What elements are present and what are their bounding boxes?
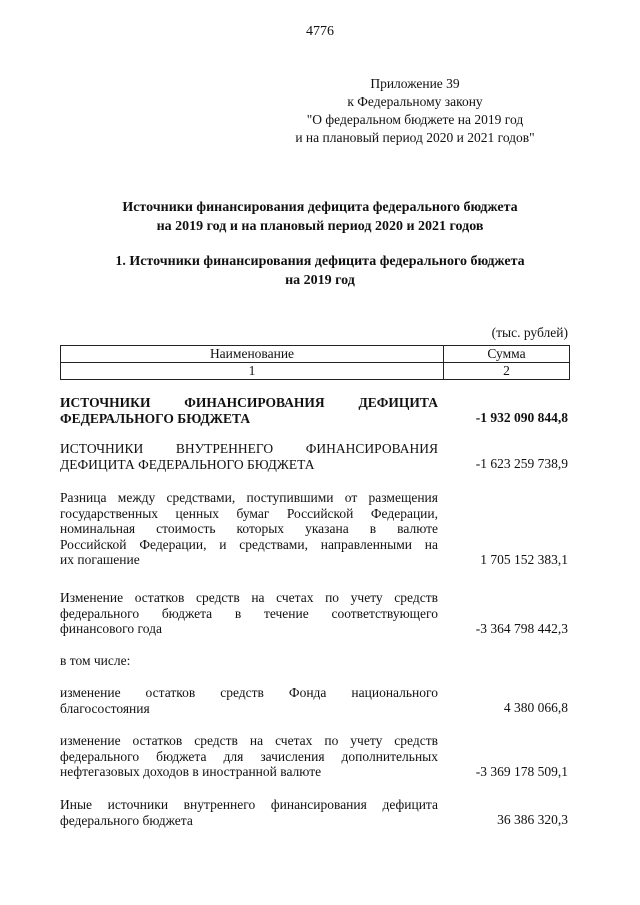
column-header-name: Наименование	[61, 346, 444, 363]
appendix-line: к Федеральному закону	[347, 94, 483, 109]
appendix-note	[270, 75, 560, 147]
row-name-line: ИСТОЧНИКИ ВНУТРЕННЕГО ФИНАНСИРОВАНИЯ	[60, 441, 438, 456]
row-sum: -3 369 178 509,1	[475, 763, 568, 779]
row-name	[60, 653, 438, 669]
row-sum: 1 705 152 383,1	[480, 551, 568, 567]
appendix-line: Приложение 39	[370, 76, 460, 91]
row-name	[60, 441, 438, 472]
table-row	[60, 490, 570, 568]
row-name-line: федерального бюджета для зачисления дополнительных	[60, 748, 438, 764]
row-name-line: Российской Федерации, и средствами, направленными на	[60, 536, 438, 552]
table-row	[60, 733, 570, 780]
row-name-line: Разница между средствами, поступившими от размещения	[60, 490, 438, 505]
row-sum: 4 380 066,8	[503, 700, 568, 715]
section-title-line: на 2019 год	[285, 273, 355, 288]
row-name-line: ИСТОЧНИКИ ФИНАНСИРОВАНИЯ ДЕФИЦИТА	[60, 395, 438, 410]
row-name	[60, 797, 438, 828]
row-name	[60, 490, 438, 568]
row-name	[60, 590, 438, 637]
row-name	[60, 685, 438, 716]
row-name-line: Иные источники внутреннего финансирования дефицита	[60, 797, 438, 812]
row-sum: -1 932 090 844,8	[475, 410, 568, 425]
document-title	[60, 198, 580, 236]
row-name-line: благосостояния	[60, 700, 150, 716]
table-row	[60, 797, 570, 828]
table-row	[60, 685, 570, 716]
row-name-line: государственных ценных бумаг Российской Федерации,	[60, 505, 438, 521]
units-label: (тыс. рублей)	[491, 325, 568, 340]
page-number: 4776	[306, 24, 334, 39]
section-title	[60, 252, 580, 290]
row-name-line: номинальная стоимость которых указана в валюте	[60, 521, 438, 536]
column-number-1: 1	[61, 363, 444, 380]
table-row	[60, 441, 570, 472]
row-sum: -3 364 798 442,3	[475, 620, 568, 636]
row-name-line: изменение остатков средств Фонда национального	[60, 685, 438, 700]
table-row	[60, 653, 570, 669]
row-name-line: федерального бюджета в течение соответствующего	[60, 605, 438, 621]
table-row	[60, 395, 570, 426]
row-name-line: в том числе:	[60, 653, 131, 668]
row-sum: -1 623 259 738,9	[475, 456, 568, 471]
row-name-line: изменение остатков средств на счетах по учету средств	[60, 733, 438, 748]
table-header	[60, 345, 570, 380]
row-name-line: их погашение	[60, 552, 140, 567]
section-title-line: 1. Источники финансирования дефицита федерального бюджета	[115, 254, 525, 269]
row-name-line: финансового года	[60, 621, 162, 636]
column-number-2: 2	[444, 363, 570, 380]
row-name-line: ДЕФИЦИТА ФЕДЕРАЛЬНОГО БЮДЖЕТА	[60, 456, 315, 472]
row-name-line: ФЕДЕРАЛЬНОГО БЮДЖЕТА	[60, 410, 251, 426]
table-row	[60, 590, 570, 637]
row-sum: 36 386 320,3	[497, 812, 568, 827]
row-name-line: нефтегазовых доходов в иностранной валюте	[60, 764, 322, 779]
row-name-line: Изменение остатков средств на счетах по учету средств	[60, 590, 438, 605]
appendix-line: "О федеральном бюджете на 2019 год	[306, 112, 524, 127]
column-header-sum: Сумма	[444, 346, 570, 363]
title-line: на 2019 год и на плановый период 2020 и 2021 годов	[156, 219, 484, 234]
row-name-line: федерального бюджета	[60, 812, 193, 828]
title-line: Источники финансирования дефицита федерального бюджета	[122, 200, 518, 215]
appendix-line: и на плановый период 2020 и 2021 годов"	[295, 130, 535, 145]
row-name	[60, 395, 438, 426]
row-name	[60, 733, 438, 780]
